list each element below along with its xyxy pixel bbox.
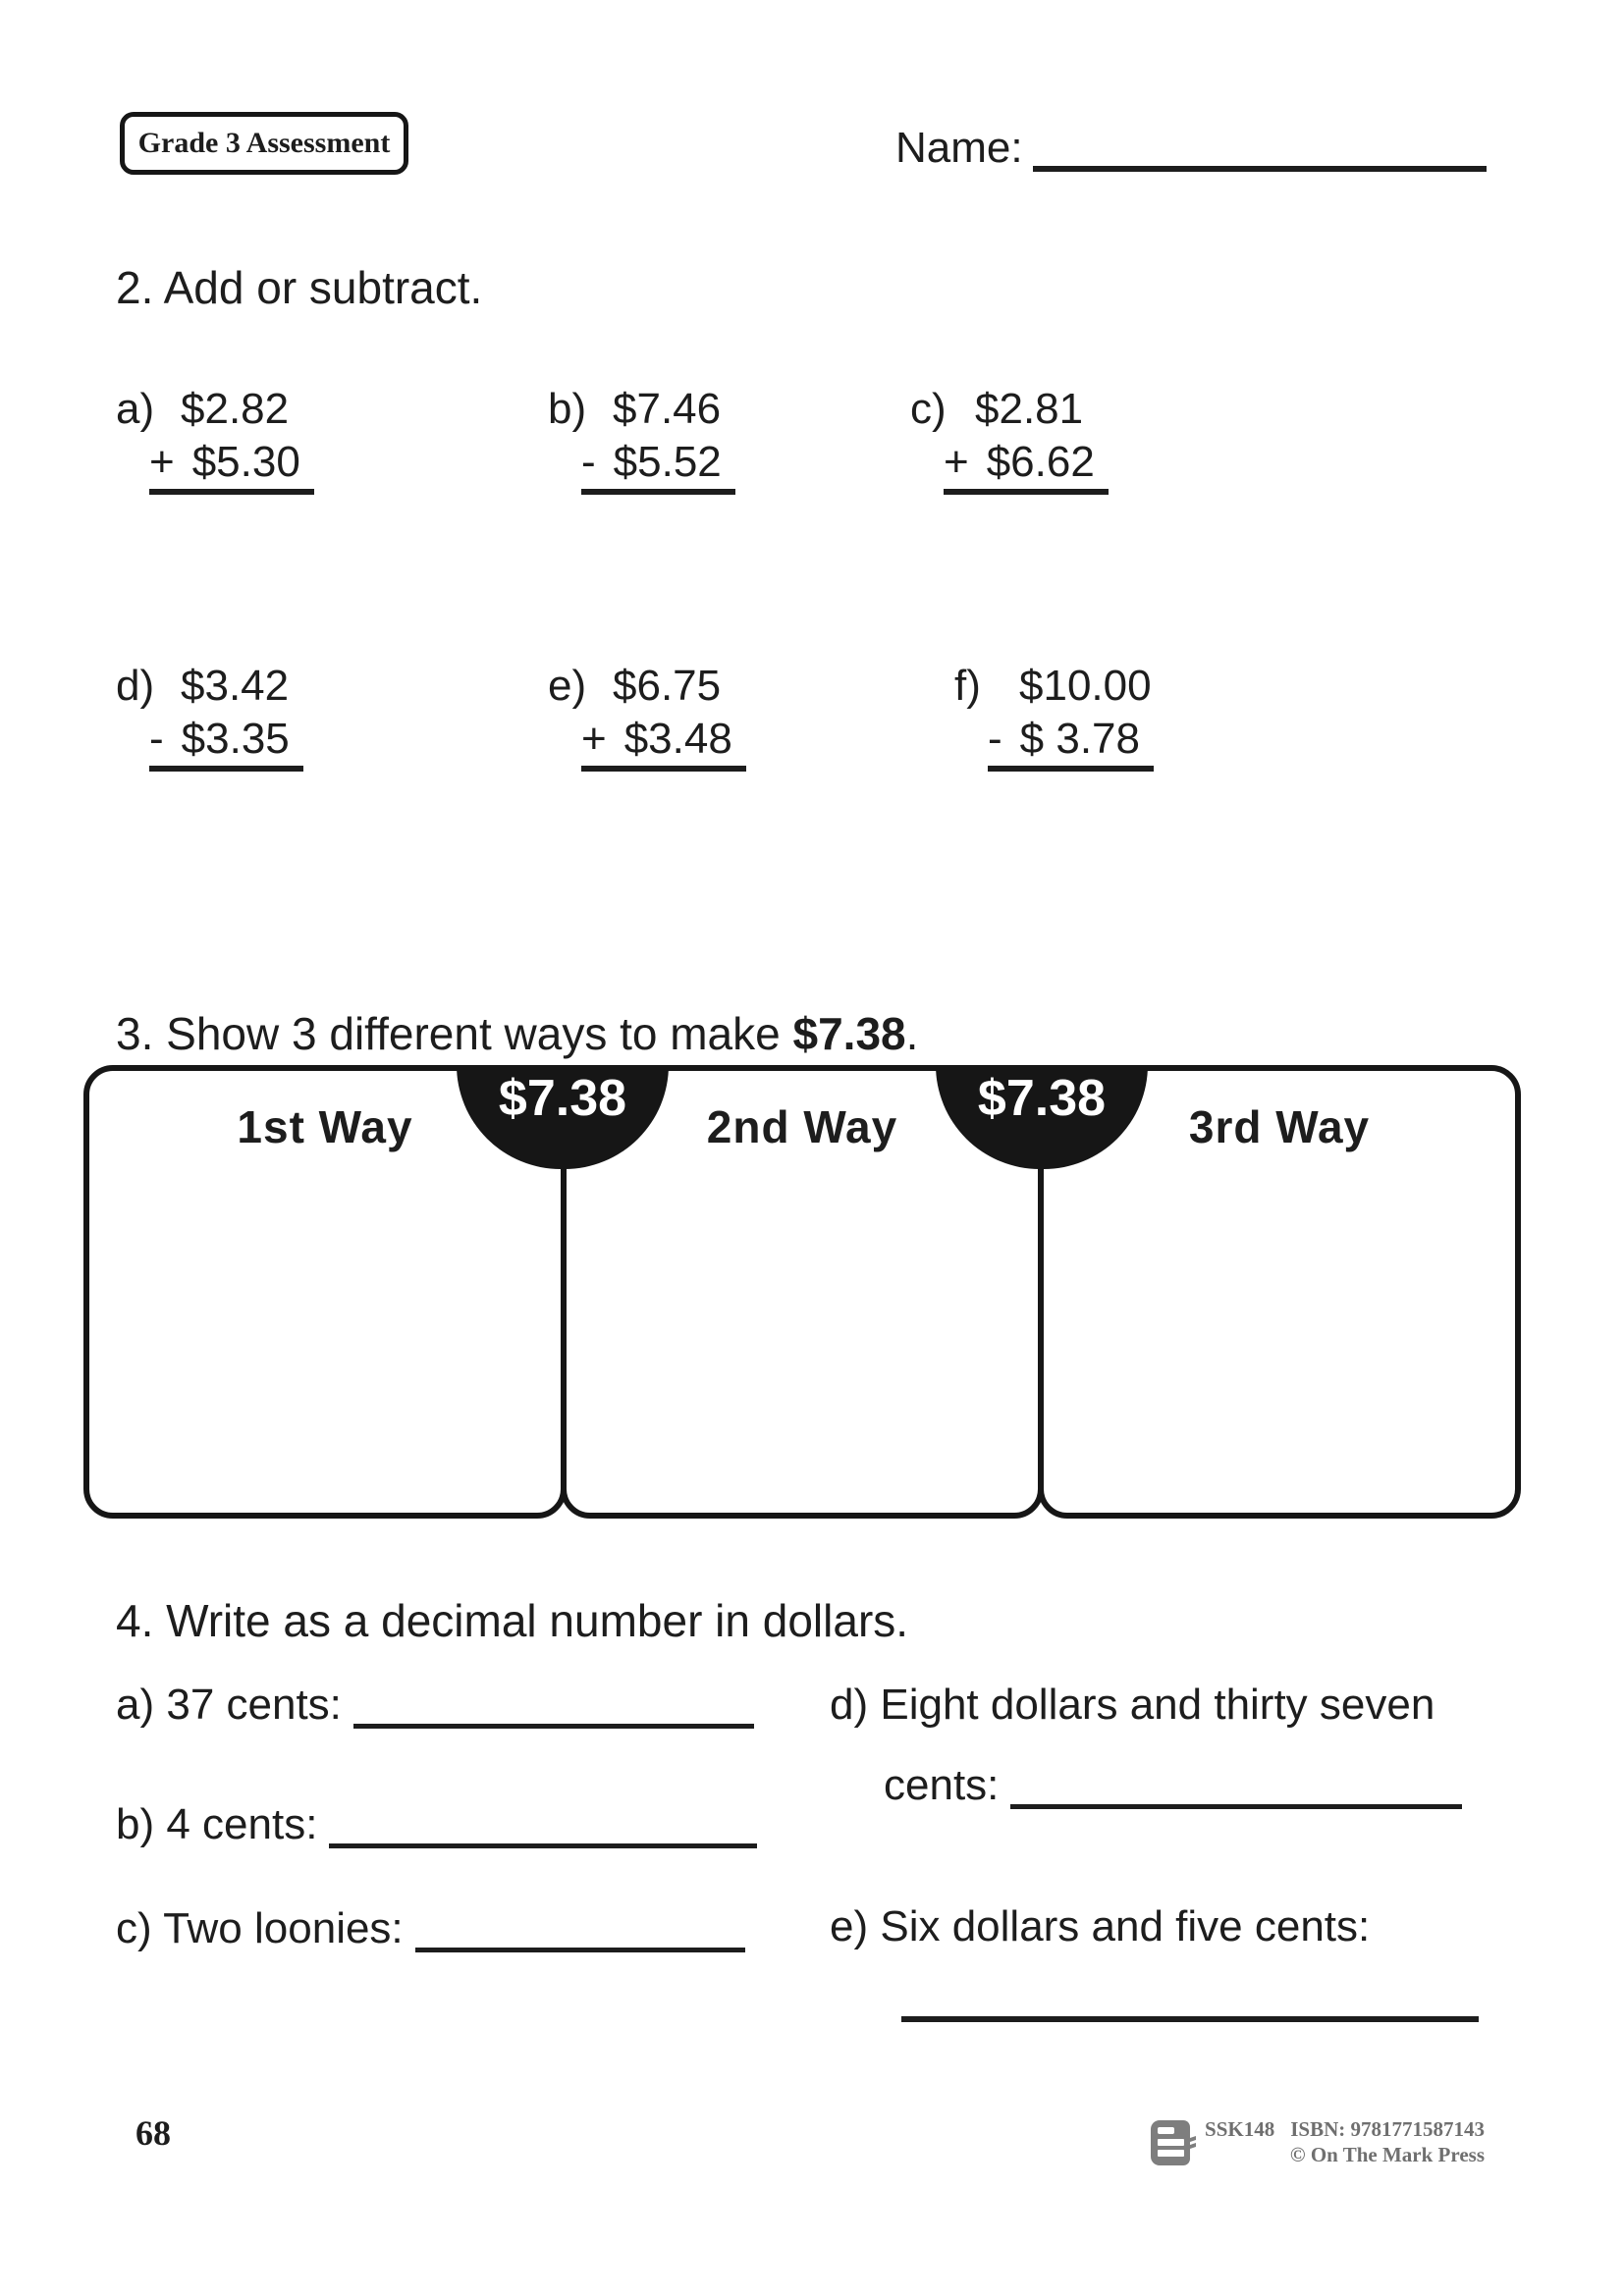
amount-circle-badge-text: $7.38 (498, 1070, 627, 1127)
problem-f-top-amount: $10.00 (1019, 662, 1152, 710)
q4-item-d-line2-label: cents: (884, 1761, 1000, 1809)
q4-item-a-label: a) 37 cents: (116, 1681, 342, 1729)
problem-d (116, 662, 303, 772)
q2-title: 2. Add or subtract. (116, 262, 483, 313)
problem-b-label: b) (548, 385, 587, 433)
problem-e-top-amount: $6.75 (613, 662, 722, 710)
way-box-3-header: 3rd Way (1188, 1101, 1371, 1152)
publisher-isbn: ISBN: 9781771587143 (1290, 2117, 1485, 2141)
q4-item-c-blank[interactable] (415, 1908, 745, 1952)
problem-a-top-row (116, 385, 314, 434)
plus-sign: + (581, 715, 607, 763)
name-blank[interactable] (1033, 127, 1487, 172)
minus-sign: - (988, 715, 1002, 763)
q3-title-prefix: 3. Show 3 different ways to make (116, 1008, 793, 1059)
q3-title (116, 1007, 918, 1060)
q4-item-a-blank[interactable] (353, 1684, 754, 1729)
publisher-info (1190, 2116, 1485, 2167)
q3-title-amount: $7.38 (792, 1008, 906, 1059)
q4-item-e: e) Six dollars and five cents: (830, 1902, 1371, 1950)
page-number: 68 (135, 2113, 171, 2153)
problem-d-top-row (116, 662, 303, 711)
problem-c (910, 385, 1109, 495)
problem-a-bottom-row (149, 438, 314, 495)
q4-item-d-line1: d) Eight dollars and thirty seven (830, 1681, 1435, 1729)
name-label: Name: (895, 124, 1023, 172)
q4-item-d-line2 (884, 1761, 1462, 1810)
q4-item-a (116, 1681, 754, 1730)
plus-sign: + (944, 438, 969, 486)
ways-panel (83, 1065, 1521, 1519)
amount-circle-badge-text: $7.38 (977, 1070, 1107, 1127)
publisher-copyright: © On The Mark Press (1289, 2143, 1485, 2166)
problem-b (548, 385, 735, 495)
problem-d-label: d) (116, 662, 155, 710)
problem-c-bottom-amount: $6.62 (986, 438, 1095, 486)
problem-c-bottom-row (944, 438, 1109, 495)
problem-e (548, 662, 746, 772)
q4-item-e-blank[interactable] (901, 1977, 1479, 2022)
name-row (895, 124, 1487, 173)
q4-item-b-blank[interactable] (329, 1804, 757, 1848)
q4-item-c-label: c) Two loonies: (116, 1904, 404, 1952)
grade-badge (120, 112, 408, 175)
publisher-book-icon (1149, 2118, 1196, 2167)
problem-e-label: e) (548, 662, 587, 710)
grade-badge-label: Grade 3 Assessment (137, 127, 391, 159)
problem-c-top-amount: $2.81 (975, 385, 1084, 433)
problem-c-label: c) (910, 385, 947, 433)
q4-item-b-label: b) 4 cents: (116, 1800, 318, 1848)
way-box-1-header: 1st Way (237, 1101, 413, 1152)
problem-b-top-row (548, 385, 735, 434)
problem-d-bottom-row (149, 715, 303, 772)
publisher-code: SSK148 (1205, 2117, 1275, 2141)
problem-e-bottom-row (581, 715, 746, 772)
q4-item-b (116, 1800, 757, 1849)
problem-b-bottom-amount: $5.52 (613, 438, 722, 486)
problem-d-bottom-amount: $3.35 (181, 715, 290, 763)
problem-f (954, 662, 1154, 772)
way-box-2-header: 2nd Way (706, 1101, 898, 1152)
problem-b-bottom-row (581, 438, 735, 495)
publisher-code-isbn-line (1190, 2116, 1485, 2142)
problem-f-bottom-row (988, 715, 1154, 772)
problem-a-bottom-amount: $5.30 (191, 438, 300, 486)
problem-a (116, 385, 314, 495)
problem-f-top-row (954, 662, 1154, 711)
minus-sign: - (149, 715, 164, 763)
minus-sign: - (581, 438, 596, 486)
problem-a-top-amount: $2.82 (181, 385, 290, 433)
problem-f-label: f) (954, 662, 981, 710)
q4-item-d-blank[interactable] (1010, 1765, 1462, 1809)
problem-e-bottom-amount: $3.48 (623, 715, 732, 763)
q4-item-c (116, 1904, 745, 1953)
problem-a-label: a) (116, 385, 155, 433)
problem-c-top-row (910, 385, 1109, 434)
problem-f-bottom-amount: $ 3.78 (1019, 715, 1140, 763)
q4-title: 4. Write as a decimal number in dollars. (116, 1595, 909, 1646)
problem-d-top-amount: $3.42 (181, 662, 290, 710)
q3-title-suffix: . (905, 1008, 919, 1059)
plus-sign: + (149, 438, 175, 486)
problem-e-top-row (548, 662, 746, 711)
problem-b-top-amount: $7.46 (613, 385, 722, 433)
